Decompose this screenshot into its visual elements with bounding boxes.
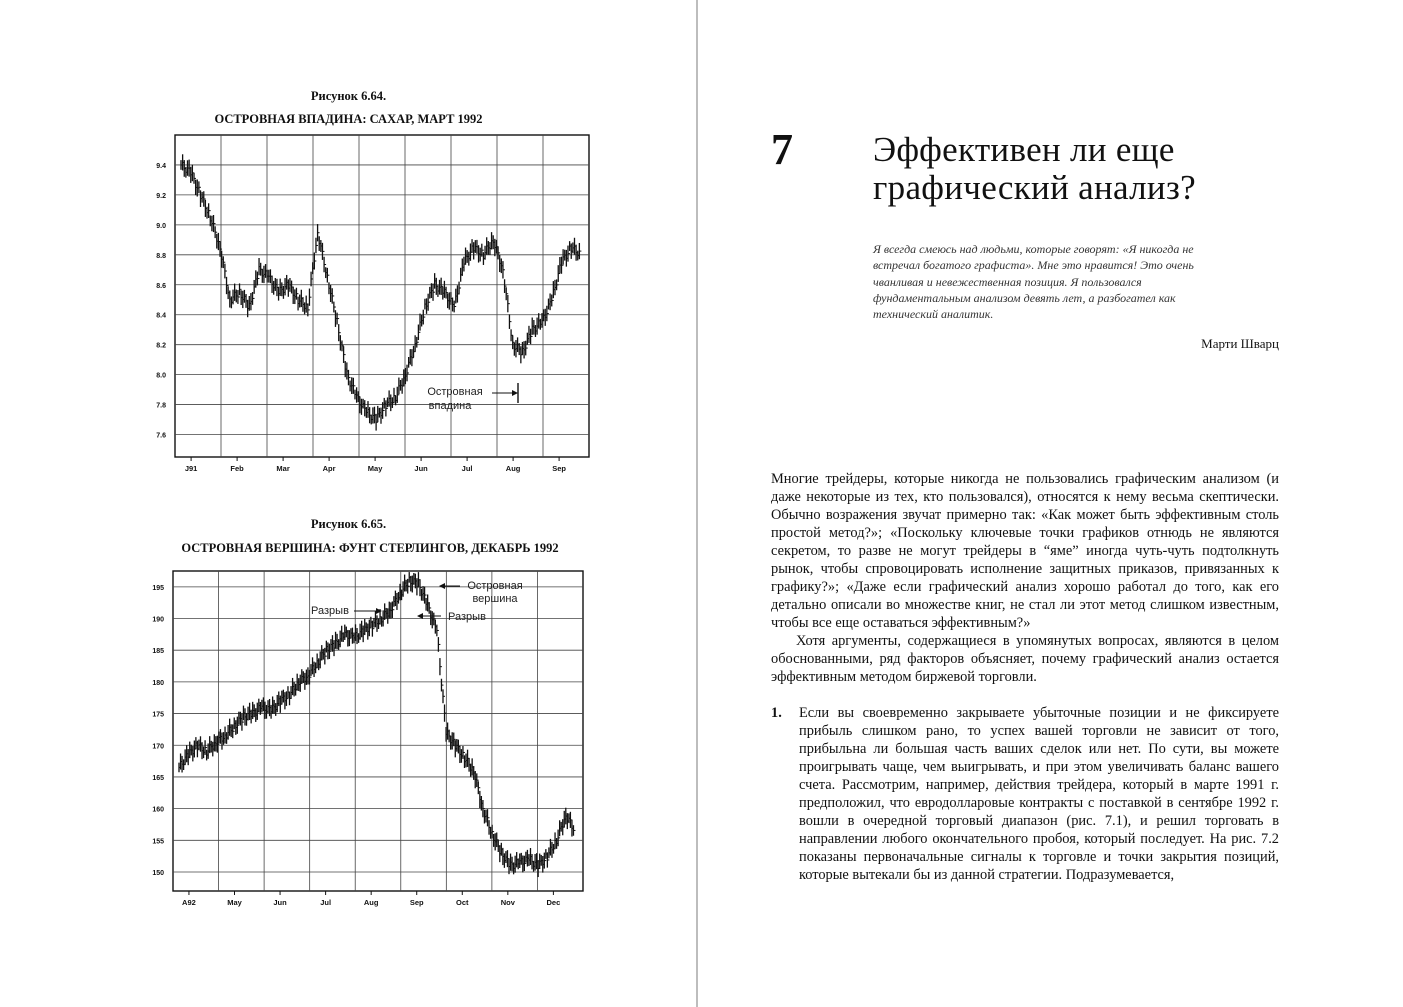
x-tick-label: Aug [363,898,379,907]
page-gutter [696,0,698,1007]
y-tick-label: 160 [152,806,164,814]
y-tick-label: 8.2 [156,342,166,350]
figure1-number: Рисунок 6.64. [310,89,387,103]
x-tick-label: Jul [320,898,332,907]
x-tick-label: Nov [500,898,515,907]
y-tick-label: 195 [152,584,164,592]
annotation-gap-right: Разрыв [448,611,486,623]
y-tick-label: 8.6 [156,282,166,290]
x-tick-label: May [367,464,383,473]
list-item-1 [771,704,1279,884]
y-tick-label: 170 [152,743,164,751]
paragraph-2: Хотя аргументы, содержащиеся в упомянутых вопросах, являются в целом обоснованными, ряд факторов объясняет, почему графический анализ остается эффективным методом биржевой торговли. [771,633,1279,685]
x-tick-label: Dec [546,898,561,907]
y-tick-label: 8.0 [156,372,166,380]
sugar-chart [140,135,610,475]
annotation-gap-left: Разрыв [311,605,349,617]
x-tick-label: Oct [456,898,469,907]
annotation-island-top-line1: Островная [467,580,523,592]
y-tick-label: 8.8 [156,252,166,260]
x-tick-label: J91 [184,464,198,473]
x-tick-label: Sep [552,464,566,473]
x-tick-label: Jun [414,464,428,473]
chapter-number: 7 [771,125,793,174]
y-tick-label: 165 [152,774,164,782]
annotation-island-bottom-line1: Островная [427,386,483,398]
body-text [771,470,1279,686]
x-tick-label: Sep [409,898,424,907]
y-tick-label: 9.4 [156,162,166,170]
chapter-title: Эффективен ли еще графический анализ? [873,130,1196,207]
epigraph-author: Марти Шварц [1201,336,1279,351]
paragraph-1: Многие трейдеры, которые никогда не пользовались графическим анализом (и даже некоторые из тех, кто пользовался), относятся к нему весьма скептически. Обычно возражения звучат примерно так: «Как может быть эффективным столь простой метод?»; «Поскольку ключевые точки графиков отнюдь не являются секретом, то разве не могут трейдеры в “яме” иногда чуть-чуть подтолкнуть рынок, чтобы спровоцировать исполнение защитных приказов, привязанных к графику?»; «Даже если графический анализ хорошо работал до того, как его детально описали во множестве книг, не стал ли этот метод слишком известным, чтобы все еще оставаться эффективным?» [771,471,1279,631]
y-tick-label: 190 [152,616,164,624]
figure1-title: ОСТРОВНАЯ ВПАДИНА: САХАР, МАРТ 1992 [214,112,483,126]
y-tick-label: 7.6 [156,432,166,440]
x-tick-label: Mar [276,464,290,473]
figure2-title: ОСТРОВНАЯ ВЕРШИНА: ФУНТ СТЕРЛИНГОВ, ДЕКАБРЬ 1992 [181,541,559,555]
y-tick-label: 175 [152,711,164,719]
x-tick-label: May [227,898,242,907]
y-tick-label: 7.8 [156,402,166,410]
epigraph: Я всегда смеюсь над людьми, которые говорят: «Я никогда не встречал богатого графиста». Мне это нравится! Это очень чванливая и невежественная позиция. Я пользовался фундаментальным анализом девять лет, а разбогател как технический аналитик. [873,242,1194,322]
list-item-number: 1. [771,705,782,721]
pound-chart [140,565,610,905]
annotation-island-top-line2: вершина [472,593,518,605]
x-tick-label: A92 [182,898,196,907]
y-tick-label: 155 [152,838,164,846]
y-tick-label: 180 [152,679,164,687]
figure2-number: Рисунок 6.65. [310,517,387,531]
left-page [0,0,697,1007]
y-tick-label: 9.0 [156,222,166,230]
y-tick-label: 9.2 [156,192,166,200]
list-item-text: Если вы своевременно закрываете убыточные позиции и не фиксируете прибыль слишком рано, то успех вашей торговли не зависит от того, прибыльна ли большая часть ваших сделок или нет. По сути, вы можете проигрывать чаще, чем выигрывать, и при этом увеличивать баланс вашего счета. Рассмотрим, например, действия трейдера, который в марте 1991 г. предположил, что евродолларовые контракты с поставкой в сентябре 1992 г. вошли в очередной торговый диапазон (рис. 7.1), и решил торговать в направлении любого окончательного пробоя, который последует. На рис. 7.2 показаны первоначальные сигналы к торговле и точки закрытия позиций, которые вытекали бы из данной стратегии. Подразумевается, [799,705,1279,883]
annotation-island-bottom-line2: впадина [428,400,472,412]
x-tick-label: Jun [273,898,287,907]
y-tick-label: 150 [152,869,164,877]
x-tick-label: Apr [322,464,336,473]
x-tick-label: Feb [230,464,244,473]
right-page [699,0,1403,1007]
y-tick-label: 185 [152,648,164,656]
y-tick-label: 8.4 [156,312,166,320]
x-tick-label: Jul [461,464,473,473]
x-tick-label: Aug [505,464,521,473]
